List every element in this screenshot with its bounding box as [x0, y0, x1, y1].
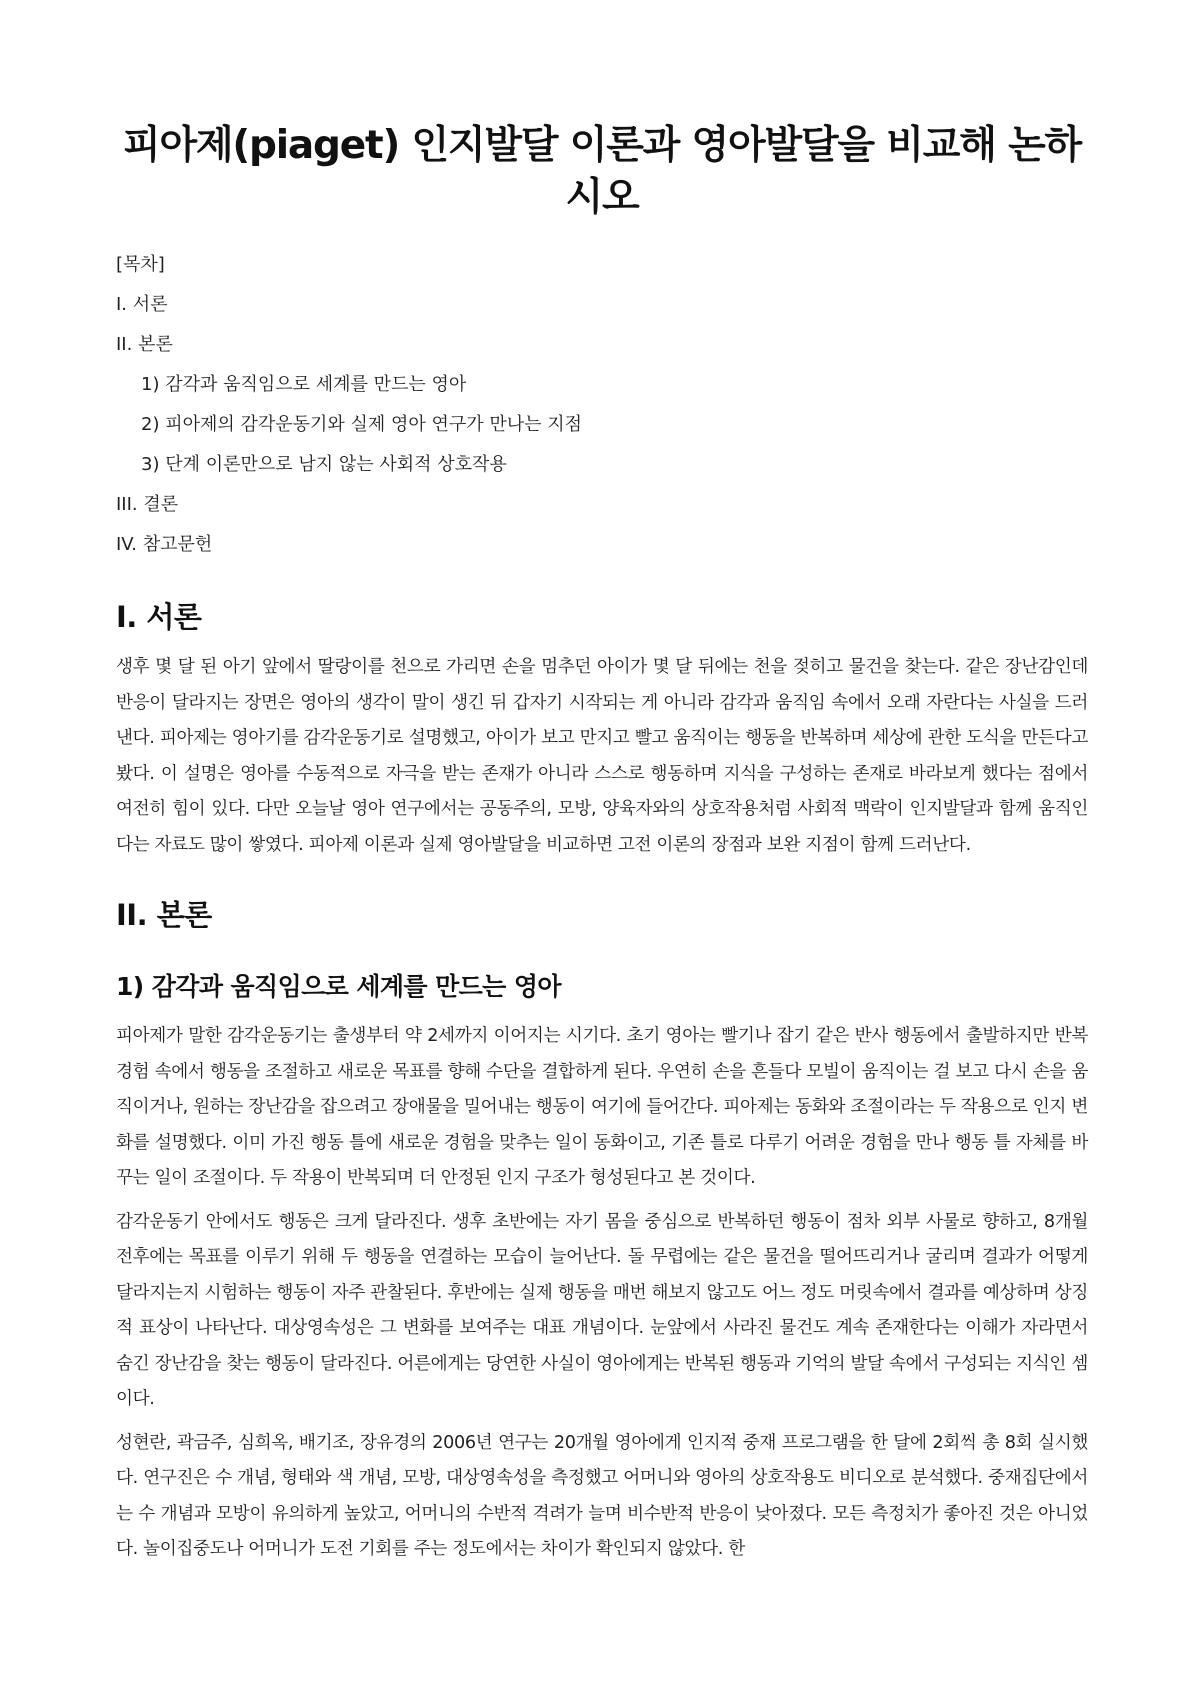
toc-item-body-2: 2) 피아제의 감각운동기와 실제 영아 연구가 만나는 지점: [141, 414, 583, 435]
document-title: 피아제(piaget) 인지발달 이론과 영아발달을 비교해 논하시오: [122, 123, 1082, 220]
toc-item-body-3: 3) 단계 이론만으로 남지 않는 사회적 상호작용: [141, 454, 507, 475]
body-paragraph-1: 피아제가 말한 감각운동기는 출생부터 약 2세까지 이어지는 시기다. 초기 영아는 빨기나 잡기 같은 반사 행동에서 출발하지만 반복 경험 속에서 행동을 조절하고 새로운 목표를 향해 수단을 결합하게 된다. 우연히 손을 흔들다 모빌이 움직이는 걸 보고 다시 손을 움직이거나, 원하는 장난감을 잡으려고 장애물을 밀어내는 행동이 여기에 들어간다. 피아제는 동화와 조절이라는 두 작용으로 인지 변화를 설명했다. 이미 가진 행동 틀에 새로운 경험을 맞추는 일이 동화이고, 기존 틀로 다루기 어려운 경험을 만나 행동 틀 자체를 바꾸는 일이 조절이다. 두 작용이 반복되며 더 안정된 인지 구조가 형성된다고 본 것이다.: [116, 1026, 1088, 1188]
toc-item-conclusion: III. 결론: [116, 494, 179, 515]
body-subheading-1: 1) 감각과 움직임으로 세계를 만드는 영아: [116, 972, 561, 1001]
toc-item-body-1: 1) 감각과 움직임으로 세계를 만드는 영아: [141, 374, 467, 395]
body-heading: II. 본론: [116, 898, 212, 932]
body-paragraph-2: 감각운동기 안에서도 행동은 크게 달라진다. 생후 초반에는 자기 몸을 중심으로 반복하던 행동이 점차 외부 사물로 향하고, 8개월 전후에는 목표를 이루기 위해 두 행동을 연결하는 모습이 늘어난다. 돌 무렵에는 같은 물건을 떨어뜨리거나 굴리며 결과가 어떻게 달라지는지 시험하는 행동이 자주 관찰된다. 후반에는 실제 행동을 매번 해보지 않고도 어느 정도 머릿속에서 결과를 예상하며 상징적 표상이 나타난다. 대상영속성은 그 변화를 보여주는 대표 개념이다. 눈앞에서 사라진 물건도 계속 존재한다는 이해가 자라면서 숨긴 장난감을 찾는 행동이 달라진다. 어른에게는 당연한 사실이 영아에게는 반복된 행동과 기억의 발달 속에서 구성되는 지식인 셈이다.: [116, 1211, 1088, 1409]
toc-item-intro: I. 서론: [116, 294, 168, 315]
toc-item-references: IV. 참고문헌: [116, 534, 213, 555]
intro-section: [116, 597, 1088, 863]
body-paragraph-3: 성현란, 곽금주, 심희옥, 배기조, 장유경의 2006년 연구는 20개월 영아에게 인지적 중재 프로그램을 한 달에 2회씩 총 8회 실시했다. 연구진은 수 개념, 형태와 색 개념, 모방, 대상영속성을 측정했고 어머니와 영아의 상호작용도 비디오로 분석했다. 중재집단에서는 수 개념과 모방이 유의하게 높았고, 어머니의 수반적 격려가 늘며 비수반적 반응이 낮아졌다. 모든 측정치가 좋아진 것은 아니었다. 놀이집중도나 어머니가 도전 기회를 주는 정도에서는 차이가 확인되지 않았다. 한: [116, 1432, 1088, 1559]
body-section: [116, 895, 1088, 1568]
toc-item-body: II. 본론: [116, 334, 173, 355]
intro-paragraph: 생후 몇 달 된 아기 앞에서 딸랑이를 천으로 가리면 손을 멈추던 아이가 몇 달 뒤에는 천을 젖히고 물건을 찾는다. 같은 장난감인데 반응이 달라지는 장면은 영아의 생각이 말이 생긴 뒤 갑자기 시작되는 게 아니라 감각과 움직임 속에서 오래 자란다는 사실을 드러낸다. 피아제는 영아기를 감각운동기로 설명했고, 아이가 보고 만지고 빨고 움직이는 행동을 반복하며 세상에 관한 도식을 만든다고 봤다. 이 설명은 영아를 수동적으로 자극을 받는 존재가 아니라 스스로 행동하며 지식을 구성하는 존재로 바라보게 했다는 점에서 여전히 힘이 있다. 다만 오늘날 영아 연구에서는 공동주의, 모방, 양육자와의 상호작용처럼 사회적 맥락이 인지발달과 함께 움직인다는 자료도 많이 쌓였다. 피아제 이론과 실제 영아발달을 비교하면 고전 이론의 장점과 보완 지점이 함께 드러난다.: [116, 657, 1088, 855]
toc-header: [목차]: [116, 254, 165, 275]
table-of-contents: [116, 245, 1088, 565]
intro-heading: I. 서론: [116, 600, 202, 634]
